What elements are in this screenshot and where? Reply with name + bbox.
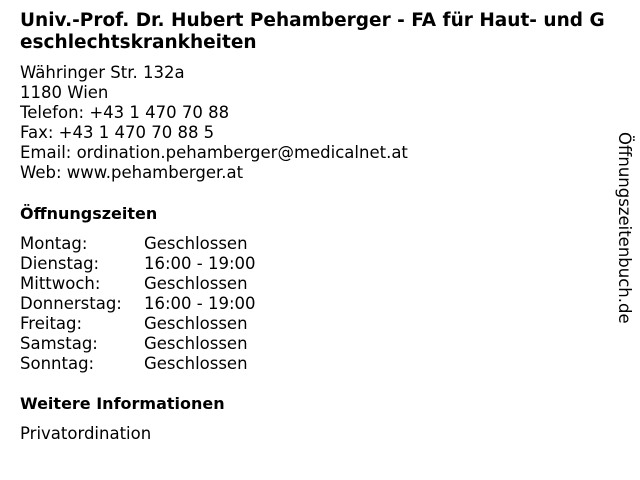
hours-row <box>20 334 256 354</box>
page-title: Univ.-Prof. Dr. Hubert Pehamberger - FA für Haut- und Geschlechtskrankheiten <box>20 10 605 53</box>
hours-value: Geschlossen <box>144 334 248 353</box>
opening-hours-heading: Öffnungszeiten <box>20 204 158 223</box>
hours-row <box>20 274 256 294</box>
day-label: Freitag: <box>20 314 83 333</box>
email-address: Email: ordination.pehamberger@medicalnet.at <box>20 143 408 162</box>
day-label: Dienstag: <box>20 254 100 273</box>
hours-row <box>20 254 256 274</box>
website-url: Web: www.pehamberger.at <box>20 163 244 182</box>
hours-row <box>20 314 256 334</box>
hours-value: 16:00 - 19:00 <box>144 254 256 273</box>
fax-number: Fax: +43 1 470 70 88 5 <box>20 123 215 142</box>
hours-value: Geschlossen <box>144 274 248 293</box>
address-city: 1180 Wien <box>20 83 109 102</box>
hours-value: Geschlossen <box>144 314 248 333</box>
day-label: Samstag: <box>20 334 98 353</box>
hours-row <box>20 294 256 314</box>
opening-hours-table <box>20 234 256 374</box>
day-label: Montag: <box>20 234 88 253</box>
further-info-heading: Weitere Informationen <box>20 394 225 413</box>
phone-number: Telefon: +43 1 470 70 88 <box>20 103 230 122</box>
hours-value: Geschlossen <box>144 354 248 373</box>
contact-block <box>20 63 408 183</box>
watermark-text: Öffnungszeitenbuch.de <box>615 132 634 324</box>
further-info-text: Privatordination <box>20 424 152 443</box>
hours-value: 16:00 - 19:00 <box>144 294 256 313</box>
address-street: Währinger Str. 132a <box>20 63 185 82</box>
hours-value: Geschlossen <box>144 234 248 253</box>
hours-row <box>20 354 256 374</box>
day-label: Donnerstag: <box>20 294 122 313</box>
day-label: Sonntag: <box>20 354 95 373</box>
day-label: Mittwoch: <box>20 274 101 293</box>
hours-row <box>20 234 256 254</box>
